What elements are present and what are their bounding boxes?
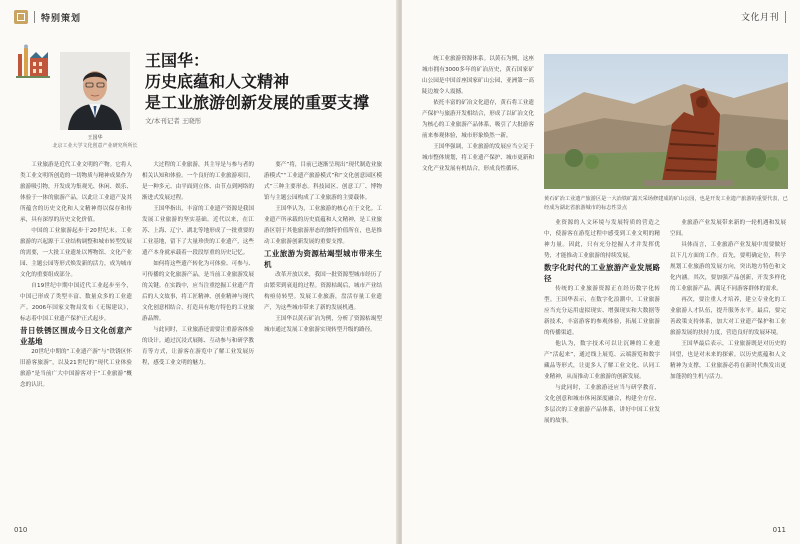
header-divider bbox=[785, 11, 786, 23]
left-page-number: 010 bbox=[14, 526, 28, 534]
magazine-name: 文化月刊 bbox=[740, 13, 779, 23]
left-column-2 bbox=[142, 160, 254, 520]
paragraph: 传统的工业旅游资源正在经历数字化转型。王国华表示，在数字化浪潮中，工业旅游应当充分运用虚拟现实、增强现实和大数据等新技术，丰富游客的参观体验，拓展工业旅游的传播渠道。 bbox=[544, 286, 660, 336]
right-column-2 bbox=[544, 218, 660, 524]
right-page bbox=[402, 0, 800, 544]
paragraph: 大过程的工业旅游，其主导是与参与者的相关认知和体验。一个良好的工业旅游项目，是一种多元、由平面到立体、由节点到网络的渐进式发展过程。 bbox=[142, 162, 254, 201]
right-column-3 bbox=[670, 218, 786, 524]
header-divider bbox=[34, 11, 35, 23]
left-page-header bbox=[14, 10, 81, 24]
right-page-number: 011 bbox=[772, 526, 786, 534]
paragraph: 业资源的人文环境与发展特质的营造之中，使游客在游览过程中感受到工业文明的精神力量。因此，只有充分挖掘人才并发挥优势，才能推动工业旅游的持续发展。 bbox=[544, 220, 660, 259]
paragraph: 具体而言，工业旅游产业发展中需要做好以下几方面的工作。首先，要明确定位，科学规划工业旅游的发展方向，突出地方特色和文化内涵。其次，要加强产品创新，开发多样化的工业旅游产品，满足不同游客群体的需求。 bbox=[670, 242, 786, 292]
paragraph: 中国的工业旅游起步于20世纪末。工业旅游的兴起源于工业结构调整和城市转型发展的需要，一大批工业遗址以博物馆、文化产业园、主题公园等形式焕发新的活力，成为城市文化的重要组成部分。 bbox=[20, 228, 132, 278]
title-line-1: 王国华： bbox=[145, 51, 210, 70]
factory-illustration bbox=[16, 44, 50, 80]
paragraph: 再次，要注重人才培养，建立专业化的工业旅游人才队伍，提升服务水平。最后，要完善政策支持体系，加大对工业遗产保护和工业旅游发展的扶持力度，营造良好的发展环境。 bbox=[670, 297, 786, 336]
paragraph: 工业旅游是近代工业文明的产物。它将人类工业文明所创造的一切物质与精神成果作为旅游吸引物，开发成为集观光、休闲、娱乐、体验于一体的旅游产品，以此让工业遗产及其所蕴含的历史文化和人文精神得以保存和传承，具有深厚的历史文化价值。 bbox=[20, 162, 132, 223]
paragraph: 与此同时，工业旅游还需要注重游客体验的设计。通过沉浸式展陈、互动参与和研学教育等方式，让游客在游览中了解工业发展历程，感受工业文明的魅力。 bbox=[142, 327, 254, 366]
left-page bbox=[0, 0, 398, 544]
author-name: 王国华 bbox=[87, 135, 103, 141]
section-heading: 工业旅游为资源枯竭型城市带来生机 bbox=[264, 249, 382, 269]
right-page-header bbox=[741, 10, 786, 23]
paragraph: 要产”将，目前已逐渐呈现出“现代制造业旅游模式”“工业遗产旅游模式”和“文化创意园区模式”三种主要形态。科技园区、创意工厂、博物馆与主题公园构成了工业旅游的主要载体。 bbox=[264, 162, 382, 201]
left-column-3 bbox=[264, 160, 382, 520]
section-heading: 昔日铁锈区围成今日文化创意产业基地 bbox=[20, 326, 132, 346]
title-line-3: 是工业旅游创新发展的重要支撑 bbox=[145, 93, 370, 112]
paragraph: 如何将这些遗产转化为可体验、可参与、可传播的文化旅游产品，是当前工业旅游发展的关键。在实践中，应当注重挖掘工业遗产背后的人文故事，将工匠精神、创业精神与现代文化创意相结合，打造具有地方特色的工业旅游品牌。 bbox=[142, 261, 254, 322]
paragraph: 依托丰富的矿冶文化遗存，黄石将工业遗产保护与旅游开发相结合，形成了以矿冶文化为核心的工业旅游产品体系，吸引了大批游客前来参观体验，城市形象焕然一新。 bbox=[422, 100, 534, 139]
right-column-1 bbox=[422, 54, 534, 524]
paragraph: 统工业旅游资源体系。以黄石为例，这座城市拥有3000多年的矿冶历史，黄石国家矿山公园是中国首座国家矿山公园，亚洲第一高陡边坡令人震撼。 bbox=[422, 56, 534, 95]
paragraph: 王国华指出，丰富的工业遗产资源是我国发展工业旅游的坚实基础。近代以来，在江苏、上海、辽宁、湖北等地形成了一批重要的工业基地，留下了大量珍贵的工业遗产，这些遗产本身就承载着一段段厚重的历史记忆。 bbox=[142, 206, 254, 256]
paragraph: 王国华认为，工业旅游的核心在于文化。工业遗产所承载的历史底蕴和人文精神，是工业旅游区别于其他旅游形态的独特价值所在，也是推动工业旅游创新发展的重要支撑。 bbox=[264, 206, 382, 245]
paragraph: 王国华强调，工业旅游的发展应当立足于城市整体规划，将工业遗产保护、城市更新和文化产业发展有机结合，形成良性循环。 bbox=[422, 144, 534, 172]
paragraph: 业旅游产业发展带来新的一轮机遇和发展空间。 bbox=[670, 220, 786, 237]
mining-relic-photo bbox=[544, 54, 788, 189]
title-line-2: 历史底蕴和人文精神 bbox=[145, 72, 290, 91]
photo-caption: 黄石矿冶工业遗产旅游区是一大冶铁矿露天采场修建成的矿山公园，也是开发工业遗产旅游的重要代表，已经成为湖北省旅游城市的标志性景点 bbox=[544, 196, 788, 211]
paragraph: 他认为，数字技术可以让沉睡的工业遗产“活起来”，通过线上展览、云端游览和数字藏品等形式，让更多人了解工业文化、认同工业精神，从而推动工业旅游的创新发展。 bbox=[544, 341, 660, 380]
author-role: 北京工业大学文化创意产业研究所所长 bbox=[52, 143, 138, 149]
paragraph: 改革开放以来，我国一批资源型城市经历了由繁荣到衰退的过程。资源枯竭后，城市产业结构亟待转型。发展工业旅游，盘活存量工业遗产，为这些城市带来了新的发展机遇。 bbox=[264, 272, 382, 311]
author-portrait bbox=[60, 52, 130, 130]
article-title bbox=[145, 50, 390, 113]
paragraph: 王国华最后表示，工业旅游既是对历史的回望，也是对未来的探索。以历史底蕴和人文精神为支撑，工业旅游必将在新时代焕发出更加蓬勃的生机与活力。 bbox=[670, 341, 786, 380]
section-heading: 数字化时代的工业旅游产业发展路径 bbox=[544, 263, 660, 283]
section-label: 特别策划 bbox=[41, 13, 82, 24]
header-book-icon bbox=[14, 10, 28, 24]
left-column-1 bbox=[20, 160, 132, 520]
paragraph: 与此同时，工业旅游还应当与研学教育、文化创意和城市休闲深度融合，构建全方位、多层次的工业旅游产品体系，讲好中国工业发展的故事。 bbox=[544, 385, 660, 424]
paragraph: 自19世纪中期中国近代工业起步至今，中国已形成了类型丰富、数量众多的工业遗产。2006年国家文物局发布《无锡建议》，标志着中国工业遗产保护正式起步。 bbox=[20, 283, 132, 322]
byline: 文/本刊记者 王晓彤 bbox=[145, 117, 202, 125]
paragraph: 王国华以黄石矿冶为例，分析了资源枯竭型城市通过发展工业旅游实现转型升级的路径。 bbox=[264, 316, 382, 333]
paragraph: 20世纪中期的“工业遗产游”与“铁锈区怀旧游客旅游”，以及21世纪的“现代工业体验旅游”是当前广大中国游客对于“工业旅游”概念的认识。 bbox=[20, 349, 132, 388]
